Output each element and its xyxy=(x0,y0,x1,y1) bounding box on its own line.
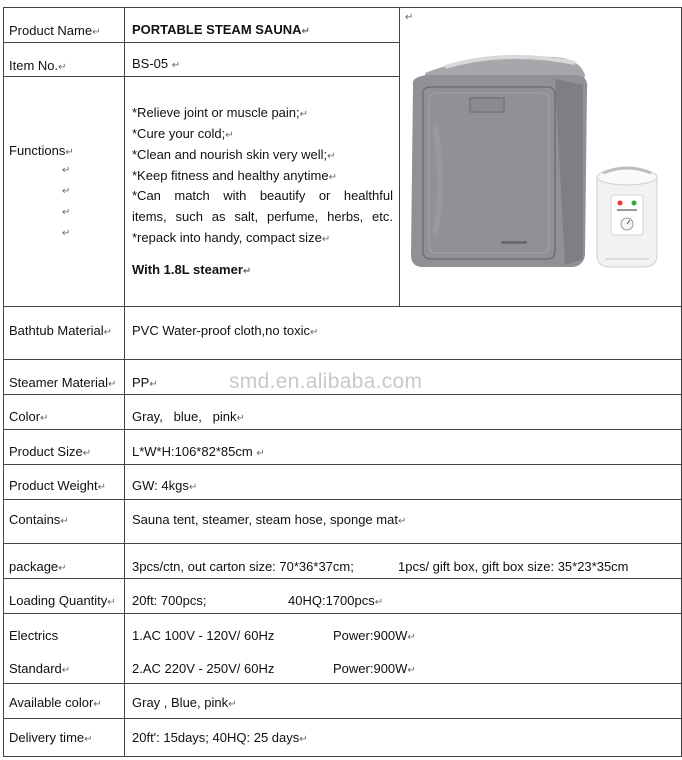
function-line: *Relieve joint or muscle pain;↵ xyxy=(132,105,309,120)
voltage-line-2: 2.AC 220V - 250V/ 60Hz xyxy=(132,661,275,676)
steamer-capacity-note: With 1.8L steamer↵ xyxy=(132,262,252,277)
functions-label: Functions↵ xyxy=(9,143,74,158)
sauna-tent-illustration xyxy=(405,45,681,275)
function-line: *Cure your cold;↵ xyxy=(132,126,234,141)
watermark: smd.en.alibaba.com xyxy=(229,370,423,393)
paragraph-mark: ↵ xyxy=(62,228,71,239)
product-weight-label: Product Weight↵ xyxy=(9,478,107,493)
product-size-label: Product Size↵ xyxy=(9,444,92,459)
package-value-carton: 3pcs/ctn, out carton size: 70*36*37cm; xyxy=(132,559,354,574)
color-value: Gray, blue, pink↵ xyxy=(132,409,245,424)
function-line: *Clean and nourish skin very well;↵ xyxy=(132,147,336,162)
color-label: Color↵ xyxy=(9,409,49,424)
item-no-label: Item No.↵ xyxy=(9,58,67,73)
steamer-material-value: PP↵ xyxy=(132,375,158,390)
package-value-gift-box: 1pcs/ gift box, gift box size: 35*23*35cm xyxy=(398,559,629,574)
function-line: *Can match with beautify or healthful xyxy=(132,188,393,203)
standard-label: Standard↵ xyxy=(9,661,71,676)
available-color-label: Available color↵ xyxy=(9,695,102,710)
product-weight-value: GW: 4kgs↵ xyxy=(132,478,198,493)
paragraph-mark: ↵ xyxy=(62,165,71,176)
product-image xyxy=(405,45,681,275)
steamer-illustration xyxy=(597,168,657,267)
loading-quantity-label: Loading Quantity↵ xyxy=(9,593,116,608)
steamer-material-label: Steamer Material↵ xyxy=(9,375,117,390)
loading-quantity-20ft: 20ft: 700pcs; xyxy=(132,593,207,608)
function-line: *repack into handy, compact size↵ xyxy=(132,230,331,245)
paragraph-mark: ↵ xyxy=(62,207,71,218)
paragraph-mark: ↵ xyxy=(405,12,414,23)
bathtub-material-value: PVC Water-proof cloth,no toxic↵ xyxy=(132,323,319,338)
product-name-label: Product Name↵ xyxy=(9,23,101,38)
bathtub-material-label: Bathtub Material↵ xyxy=(9,323,113,338)
product-size-value: L*W*H:106*82*85cm ↵ xyxy=(132,444,265,459)
function-line: items, such as salt, perfume, herbs, etc. xyxy=(132,209,393,224)
power-line-1: Power:900W↵ xyxy=(333,628,416,643)
delivery-time-label: Delivery time↵ xyxy=(9,730,93,745)
contains-value: Sauna tent, steamer, steam hose, sponge mat↵ xyxy=(132,512,407,527)
loading-quantity-40hq: 40HQ:1700pcs↵ xyxy=(288,593,384,608)
item-no-value: BS-05 ↵ xyxy=(132,56,181,71)
package-label: package↵ xyxy=(9,559,67,574)
available-color-value: Gray , Blue, pink↵ xyxy=(132,695,237,710)
voltage-line-1: 1.AC 100V - 120V/ 60Hz xyxy=(132,628,275,643)
paragraph-mark: ↵ xyxy=(62,186,71,197)
function-line: *Keep fitness and healthy anytime↵ xyxy=(132,168,337,183)
delivery-time-value: 20ft': 15days; 40HQ: 25 days↵ xyxy=(132,730,308,745)
contains-label: Contains↵ xyxy=(9,512,69,527)
power-line-2: Power:900W↵ xyxy=(333,661,416,676)
electrics-label: Electrics xyxy=(9,628,59,643)
product-name-value: PORTABLE STEAM SAUNA↵ xyxy=(132,22,310,37)
